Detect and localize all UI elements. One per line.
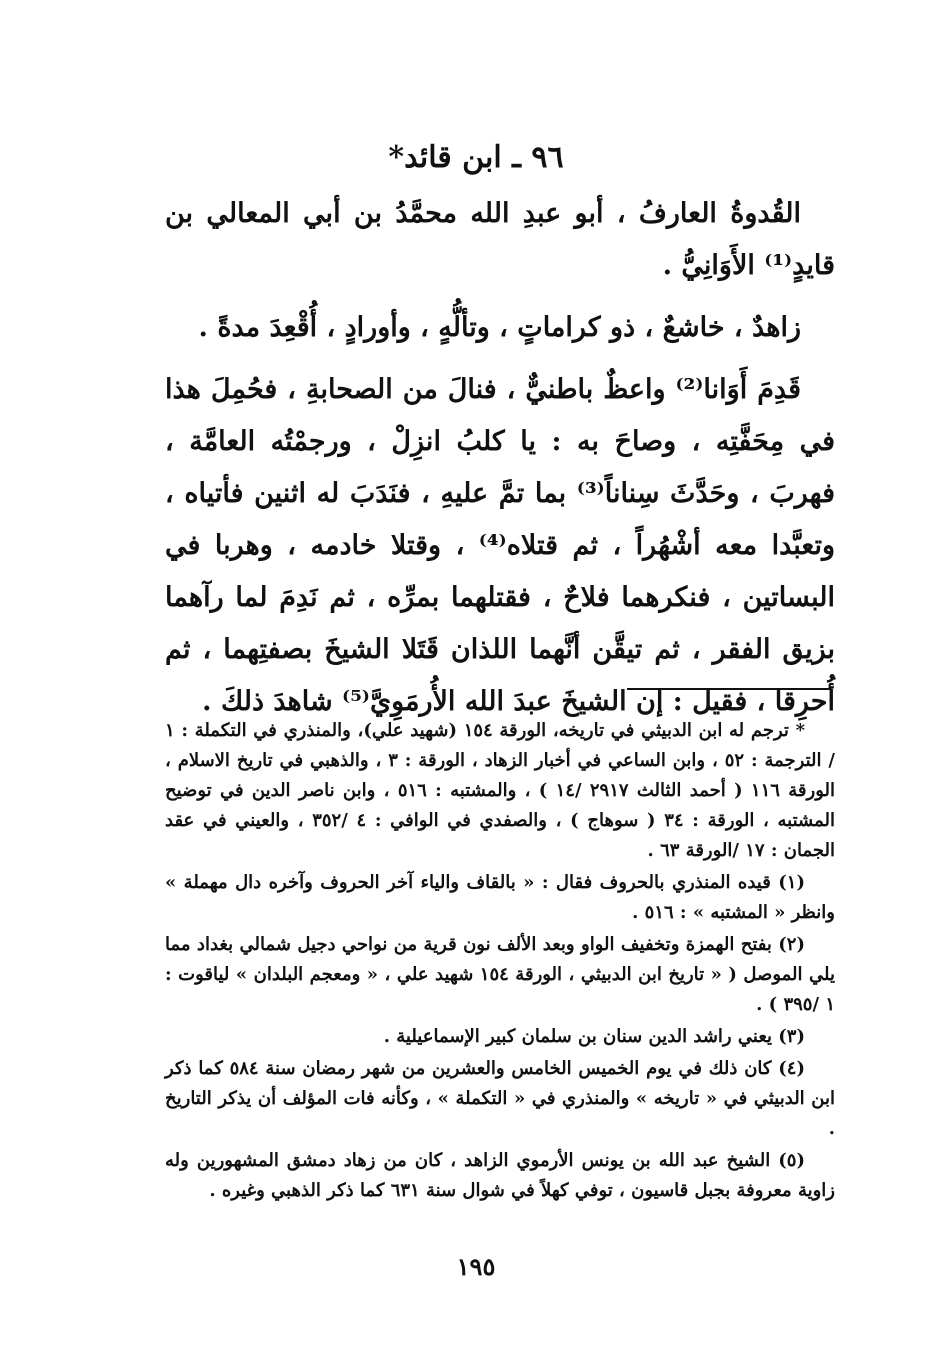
footnote-star: * ترجم له ابن الدبيثي في تاريخه، الورقة ١٥٤ (شهيد علي)، والمنذري في التكملة : ١ / الترجمة : ٥٢ ، وابن الساعي في أخبار الزهاد ، الورقة : ٣ ، والذهبي في تاريخ الاسلام ، الورقة ١١٦ ( أحمد الثالث ٢٩١٧ /١٤ ) ، والمشتبه : ٥١٦ ، وابن ناصر الدين في توضيح المشتبه ، الورقة : ٣٤ ( سوهاج ) ، والصفدي في الوافي : ٤ /٣٥٢ ، والعيني في عقد الجمان : ١٧ /الورقة ٦٣ . bbox=[165, 720, 835, 861]
footnote-1: (١) قيده المنذري بالحروف فقال : « بالقاف والياء آخر الحروف وآخره دال مهملة » وانظر « المشتبه » : ٥١٦ . bbox=[165, 872, 835, 923]
entry-title: ٩٦ ـ ابن قائد* bbox=[388, 140, 564, 175]
body-paragraph-1: القُدوةُ العارفُ ، أبو عبدِ الله محمَّدُ بن أبي المعالي بن قايدٍ⁽¹⁾ الأَوَانِيُّ . bbox=[165, 198, 835, 281]
footnote-4: (٤) كان ذلك في يوم الخميس الخامس والعشرين من شهر رمضان سنة ٥٨٤ كما ذكر ابن الدبيثي في « تاريخه » والمنذري في « التكملة » ، وكأنه فات المؤلف أن يذكر التاريخ . bbox=[165, 1058, 835, 1139]
body-paragraph-2: زاهدٌ ، خاشعٌ ، ذو كراماتٍ ، وتألُّهٍ ، وأورادٍ ، أُقْعِدَ مدةً . bbox=[198, 312, 801, 343]
footnote-5: (٥) الشيخ عبد الله بن يونس الأرموي الزاهد ، كان من زهاد دمشق المشهورين وله زاوية معروفة بجبل قاسيون ، توفي كهلاً في شوال سنة ٦٣١ كما ذكر الذهبي وغيره . bbox=[165, 1150, 835, 1201]
footnote-3: (٣) يعني راشد الدين سنان بن سلمان كبير الإسماعيلية . bbox=[383, 1026, 805, 1047]
footnote-divider bbox=[627, 688, 830, 690]
page-number: ١٩٥ bbox=[456, 1252, 496, 1281]
body-paragraph-3: قَدِمَ أَوَانا⁽²⁾ واعظٌ باطنيٌّ ، فنالَ من الصحابةِ ، فحُمِلَ هذا في مِحَفَّتِه ، وصاحَ به : يا كلبُ انزِلْ ، ورجمْتُه العامَّة ، فهربَ ، وحَدَّثَ سِناناً⁽³⁾ بما تمَّ عليهِ ، فنَدَبَ له اثنين فأتياه ، وتعبَّدا معه أشْهُراً ، ثم قتلاه⁽⁴⁾ ، وقتلا خادمه ، وهربا في البساتين ، فنكرهما فلاحٌ ، فقتلهما بمرِّه ، ثم نَدِمَ لما رآهما بزيق الفقر ، ثم تيقَّن أنَّهما اللذان قَتَلا الشيخَ بصفتِهما ، ثم أُحرِقا ، فقيل : إن الشيخَ عبدَ الله الأُرمَوِيَّ⁽⁵⁾ شاهدَ ذلكَ . bbox=[165, 374, 835, 717]
footnotes bbox=[165, 716, 835, 1208]
footnote-2: (٢) بفتح الهمزة وتخفيف الواو وبعد الألف نون قرية من نواحي دجيل شمالي بغداد مما يلي الموصل ( « تاريخ ابن الدبيثي ، الورقة ١٥٤ شهيد علي ، « ومعجم البلدان » لياقوت : ١ /٣٩٥ ) . bbox=[165, 934, 835, 1015]
entry-body bbox=[165, 188, 835, 728]
